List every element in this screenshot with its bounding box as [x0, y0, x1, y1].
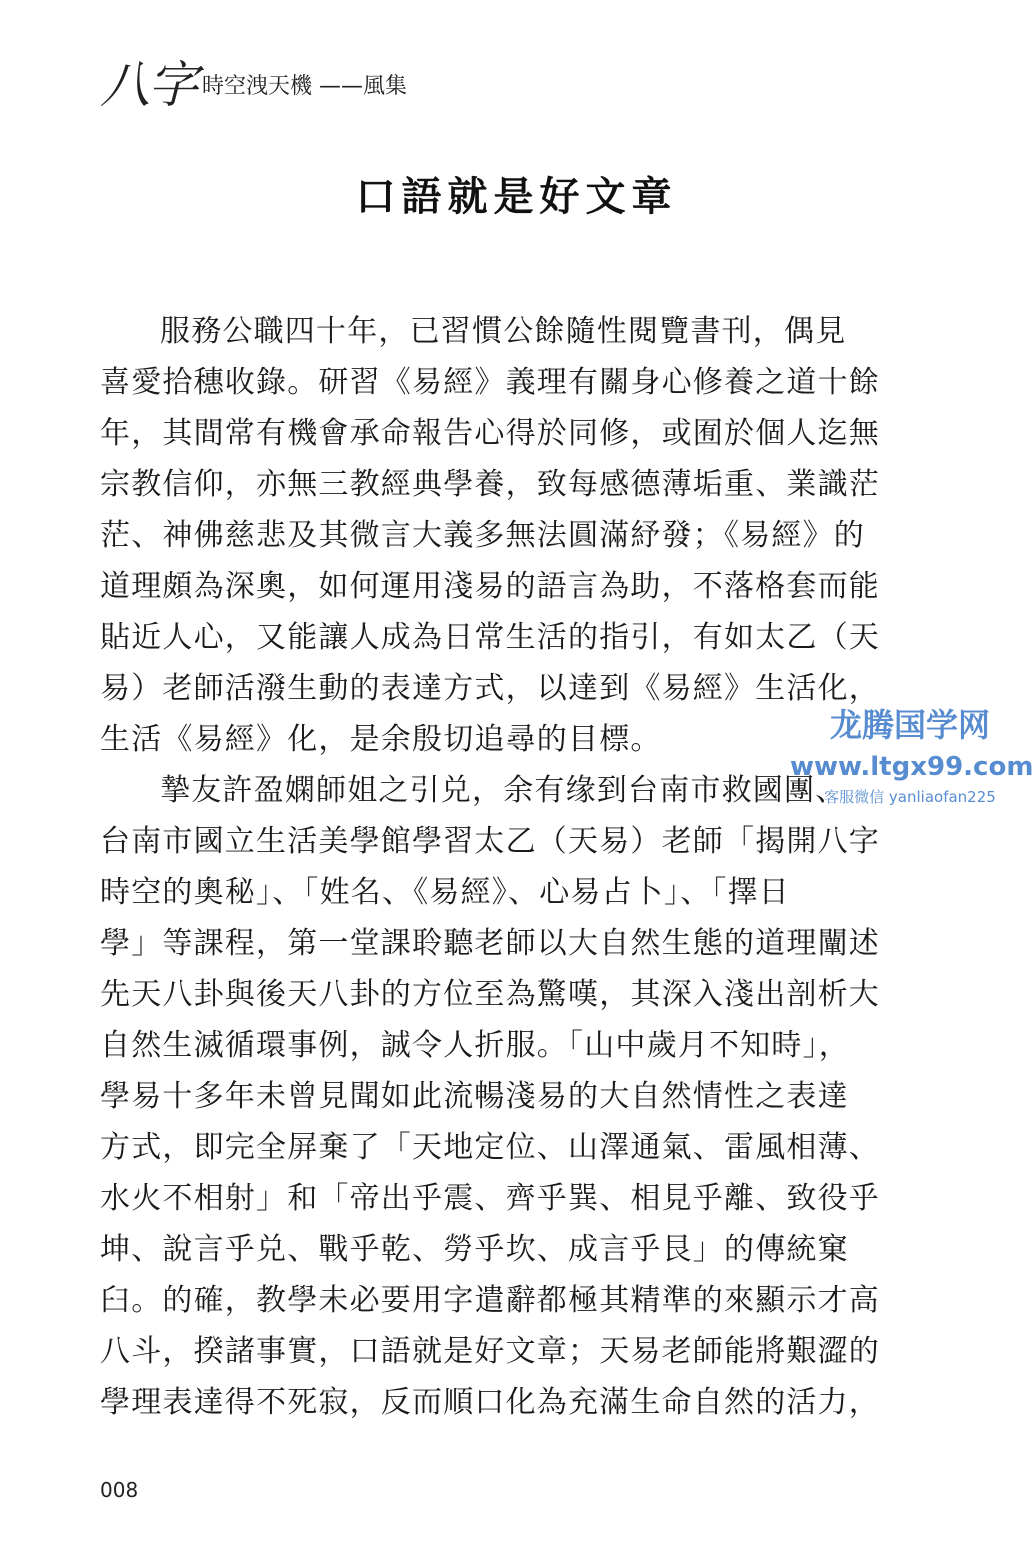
running-header	[100, 40, 407, 114]
paragraph-1-line-6: 道理頗為深奧，如何運用淺易的語言為助，不落格套而能	[100, 569, 880, 604]
paragraph-1-line-3: 年，其間常有機會承命報告心得於同修，或囿於個人迄無	[100, 416, 880, 451]
paragraph-2-line-1: 摯友許盈嫻師姐之引兑，余有缘到台南市救國團、	[160, 773, 847, 808]
paragraph-1-line-8: 易）老師活潑生動的表達方式，以達到《易經》生活化，	[100, 671, 880, 706]
paragraph-2-line-5: 先天八卦與後天八卦的方位至為驚嘆，其深入淺出剖析大	[100, 977, 880, 1012]
paragraph-2-line-13: 學理表達得不死寂，反而順口化為充滿生命自然的活力，	[100, 1385, 880, 1420]
paragraph-2-line-11: 臼。的確，教學未必要用字遣辭都極其精準的來顯示才高	[100, 1283, 880, 1318]
paragraph-2-line-6: 自然生滅循環事例，誠令人折服。「山中歲月不知時」，	[100, 1028, 850, 1063]
article-body	[100, 306, 936, 1428]
watermark-contact: 客服微信 yanliaofan225	[824, 788, 996, 806]
book-subtitle: 時空洩天機 ——風集	[202, 74, 407, 99]
paragraph-1-line-2: 喜愛拾穗收錄。研習《易經》義理有關身心修養之道十餘	[100, 365, 880, 400]
paragraph-1-line-5: 茫、神佛慈悲及其微言大義多無法圓滿紓發；《易經》的	[100, 518, 865, 553]
watermark-url: www.ltgx99.com	[790, 752, 1033, 782]
paragraph-2-line-2: 台南市國立生活美學館學習太乙（天易）老師「揭開八字	[100, 824, 880, 859]
paragraph-2-line-3: 時空的奧秘」、「姓名、《易經》、心易占卜」、「擇日	[100, 875, 790, 910]
page-number: 008	[100, 1478, 139, 1502]
paragraph-1-line-9: 生活《易經》化，是余殷切追尋的目標。	[100, 722, 662, 757]
paragraph-2-line-8: 方式，即完全屏棄了「天地定位、山澤通氣、雷風相薄、	[100, 1130, 880, 1165]
paragraph-1-line-1: 服務公職四十年，已習慣公餘隨性閱覽書刊，偶見	[160, 314, 847, 349]
paragraph-1-line-4: 宗教信仰，亦無三教經典學養，致每感德薄垢重、業識茫	[100, 467, 880, 502]
paragraph-1-line-7: 貼近人心，又能讓人成為日常生活的指引，有如太乙（天	[100, 620, 880, 655]
paragraph-2-line-10: 坤、說言乎兑、戰乎乾、勞乎坎、成言乎艮」的傳統窠	[100, 1232, 849, 1267]
article-title: 口語就是好文章	[355, 174, 678, 220]
book-brand-logo: 八字	[100, 56, 196, 114]
paragraph-2-line-12: 八斗，揆諸事實，口語就是好文章；天易老師能將艱澀的	[100, 1334, 880, 1369]
paragraph-2-line-9: 水火不相射」和「帝出乎震、齊乎巽、相見乎離、致役乎	[100, 1181, 880, 1216]
paragraph-2-line-7: 學易十多年未曾見聞如此流暢淺易的大自然情性之表達	[100, 1079, 849, 1114]
watermark-title: 龙腾国学网	[829, 706, 990, 744]
paragraph-2-line-4: 學」等課程，第一堂課聆聽老師以大自然生態的道理闡述	[100, 926, 880, 961]
